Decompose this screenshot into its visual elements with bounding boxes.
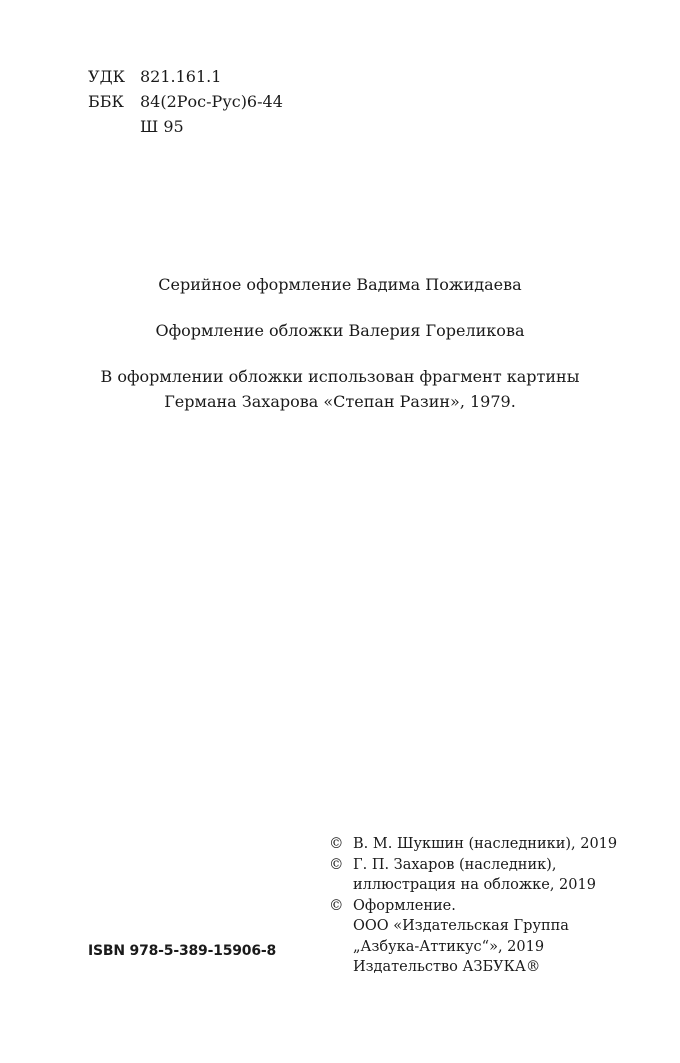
copyright-line: „Азбука-Аттикус“», 2019 [353, 938, 545, 955]
copyright-symbol: © [329, 897, 344, 914]
copyright-author [329, 834, 617, 855]
udk-label: УДК [88, 67, 125, 86]
isbn-number: ISBN 978-5-389-15906-8 [88, 943, 277, 959]
udk-row [88, 64, 283, 89]
copyright-symbol: © [329, 856, 344, 873]
copyright-line: В. М. Шукшин (наследники), 2019 [353, 836, 618, 852]
author-sign-row [88, 114, 283, 139]
copyright-line: Оформление. [353, 897, 456, 914]
copyright-line: Издательство АЗБУКА® [353, 959, 541, 975]
credit-line: Оформление обложки Валерия Гореликова [155, 321, 525, 340]
credit-line: Германа Захарова «Степан Разин», 1979. [164, 392, 516, 411]
cover-image-credit [0, 364, 680, 414]
copyright-line: Г. П. Захаров (наследник), [353, 856, 557, 873]
copyright-line: иллюстрация на обложке, 2019 [353, 877, 596, 893]
design-credits [0, 272, 680, 435]
credit-line: Серийное оформление Вадима Пожидаева [158, 275, 522, 294]
copyright-symbol: © [329, 836, 344, 852]
udk-value: 821.161.1 [140, 67, 222, 86]
bbk-label: ББК [88, 92, 124, 111]
author-sign-value: Ш 95 [140, 117, 184, 136]
author-sign-label [88, 114, 140, 139]
copyright-notices [329, 834, 617, 978]
copyright-line: ООО «Издательская Группа [353, 918, 569, 934]
credit-line: В оформлении обложки использован фрагмент картины [100, 367, 580, 386]
copyright-illustration [329, 855, 617, 896]
copyright-design [329, 896, 617, 978]
series-design-credit [0, 272, 680, 297]
classification-codes [88, 64, 283, 139]
bbk-row [88, 89, 283, 114]
cover-design-credit [0, 318, 680, 343]
bbk-value: 84(2Рос-Рус)6-44 [140, 92, 283, 111]
